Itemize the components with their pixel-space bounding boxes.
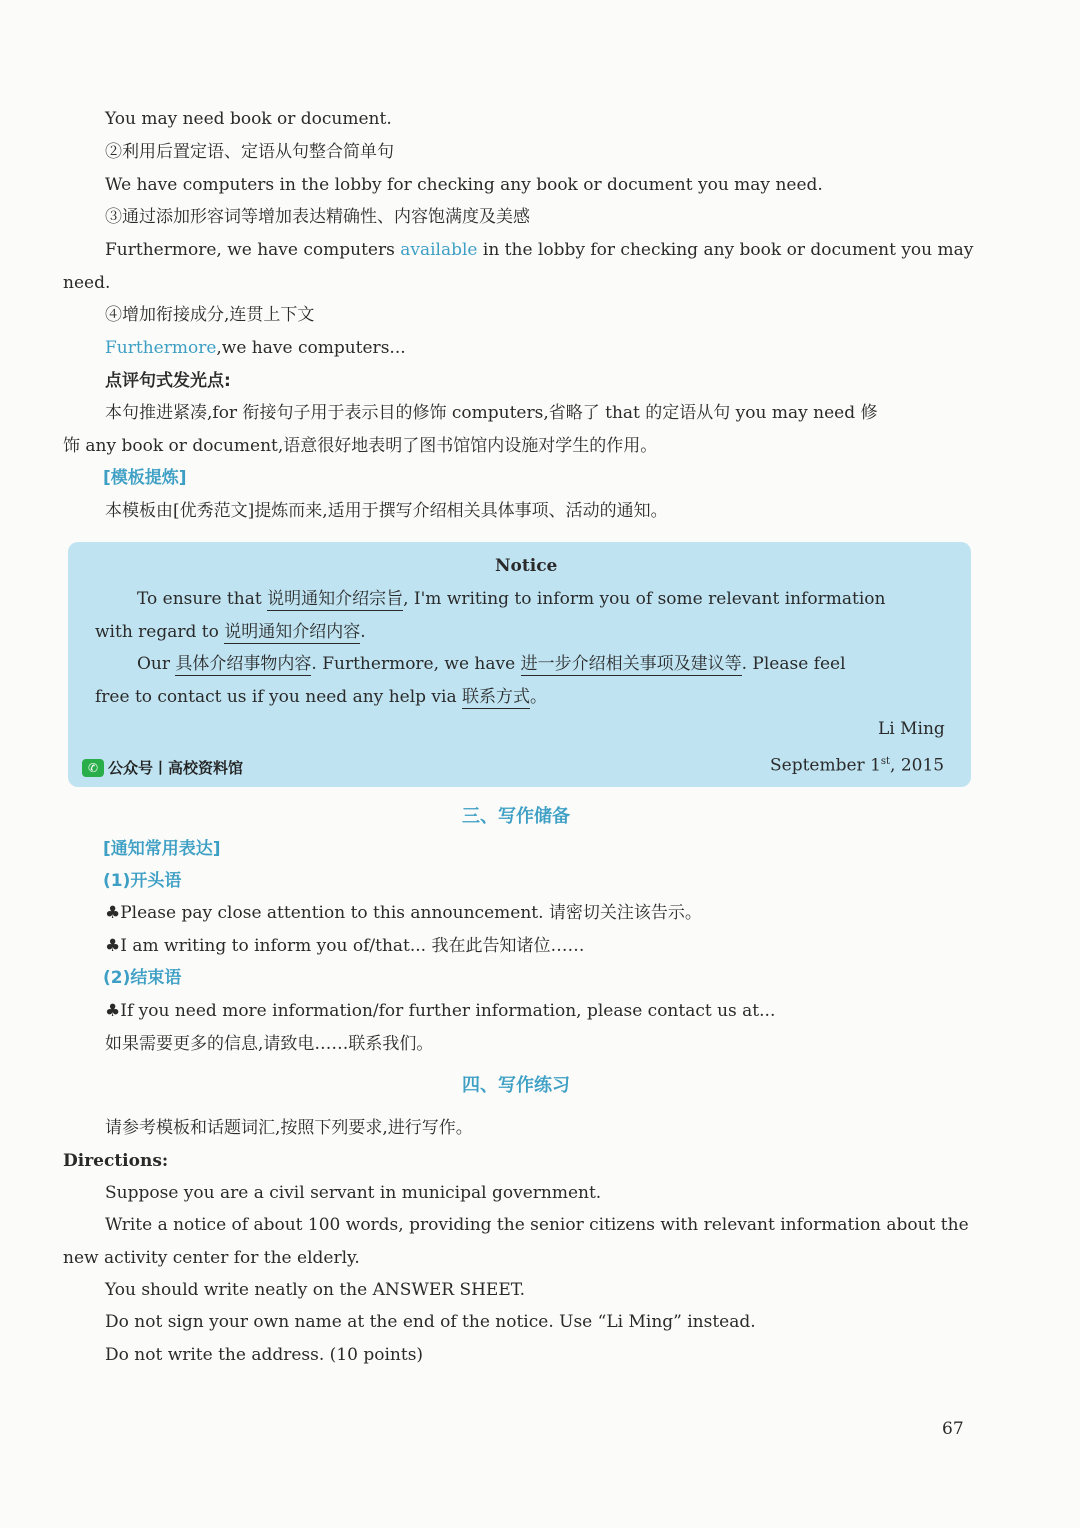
line-4: ③通过添加形容词等增加表达精确性、内容饱满度及美感 [105, 207, 530, 227]
direction-6: Do not write the address. (10 points) [105, 1345, 424, 1365]
notice-p3-c: . Furthermore, we have [311, 654, 521, 674]
line-10: 本句推进紧凑,for 衔接句子用于表示目的修饰 computers,省略了 that 的定语从句 you may need 修 [105, 403, 878, 423]
section-4-intro: 请参考模板和话题词汇,按照下列要求,进行写作。 [105, 1118, 473, 1138]
notice-suggestions: 进一步介绍相关事项及建议等 [520, 654, 742, 674]
expression-3: ♣If you need more information/for further information, please contact us at... [105, 1001, 776, 1021]
wechat-watermark [82, 757, 243, 778]
page-number: 67 [942, 1419, 964, 1439]
line-2: ②利用后置定语、定语从句整合简单句 [105, 142, 394, 162]
notice-date-b: , 2015 [890, 755, 945, 776]
direction-4: You should write neatly on the ANSWER SHEET. [105, 1280, 525, 1300]
notice-title: Notice [495, 556, 558, 576]
notice-p1-c: , I'm writing to inform you of some relevant information [403, 589, 886, 609]
expression-2: ♣I am writing to inform you of/that... 我在此告知诸位…… [105, 936, 585, 956]
notice-p3-e: . Please feel [741, 654, 846, 674]
section-3-heading-3: (2)结束语 [103, 968, 182, 988]
notice-details: 具体介绍事物内容 [175, 654, 312, 674]
section-3-title: 三、写作储备 [462, 806, 570, 827]
line-7: ④增加衔接成分,连贯上下文 [105, 305, 315, 325]
notice-line-1 [137, 588, 886, 610]
notice-date [770, 751, 944, 777]
directions-label: Directions: [63, 1151, 169, 1171]
notice-date-sup: st [880, 756, 891, 767]
line-5-a: Furthermore, we have computers [105, 240, 401, 260]
line-8-b: ,we have computers... [216, 338, 406, 358]
line-5 [105, 239, 973, 261]
line-3: We have computers in the lobby for checking any book or document you may need. [105, 175, 823, 195]
expression-3-cn: 如果需要更多的信息,请致电……联系我们。 [105, 1034, 434, 1054]
notice-line-4 [95, 686, 547, 708]
line-5-available: available [400, 240, 478, 260]
notice-p2-a: with regard to [95, 622, 225, 642]
direction-3: new activity center for the elderly. [63, 1248, 360, 1268]
notice-line-2 [95, 621, 366, 643]
notice-content: 说明通知介绍内容 [224, 622, 361, 642]
line-8-furthermore: Furthermore [105, 338, 217, 358]
wechat-icon: ✆ [82, 759, 104, 777]
direction-1: Suppose you are a civil servant in municipal government. [105, 1183, 602, 1203]
notice-p1-a: To ensure that [137, 589, 268, 609]
line-11: 饰 any book or document,语意很好地表明了图书馆馆内设施对学生的作用。 [63, 436, 658, 456]
notice-date-a: September 1 [770, 755, 881, 776]
notice-p3-a: Our [137, 654, 176, 674]
notice-p4-c: 。 [530, 687, 548, 707]
wechat-label: 公众号丨高校资料馆 [108, 759, 244, 777]
notice-p2-c: . [360, 622, 366, 642]
direction-2: Write a notice of about 100 words, providing the senior citizens with relevant information about the [105, 1215, 969, 1235]
line-8 [105, 337, 406, 359]
line-13: 本模板由[优秀范文]提炼而来,适用于撰写介绍相关具体事项、活动的通知。 [105, 501, 668, 521]
notice-contact: 联系方式 [462, 687, 531, 707]
notice-purpose: 说明通知介绍宗旨 [267, 589, 404, 609]
template-heading: [模板提炼] [103, 468, 187, 488]
line-1: You may need book or document. [105, 109, 392, 129]
notice-line-3 [137, 653, 846, 675]
section-3-heading-1: [通知常用表达] [103, 839, 221, 859]
direction-5: Do not sign your own name at the end of the notice. Use “Li Ming” instead. [105, 1312, 756, 1332]
notice-signer: Li Ming [878, 719, 945, 739]
line-5-c: in the lobby for checking any book or document you may [477, 240, 974, 260]
line-6: need. [63, 273, 111, 293]
expression-1: ♣Please pay close attention to this announcement. 请密切关注该告示。 [105, 903, 702, 923]
comment-heading: 点评句式发光点: [105, 371, 231, 391]
notice-p4-a: free to contact us if you need any help via [95, 687, 463, 707]
section-4-title: 四、写作练习 [462, 1075, 570, 1096]
section-3-heading-2: (1)开头语 [103, 871, 182, 891]
